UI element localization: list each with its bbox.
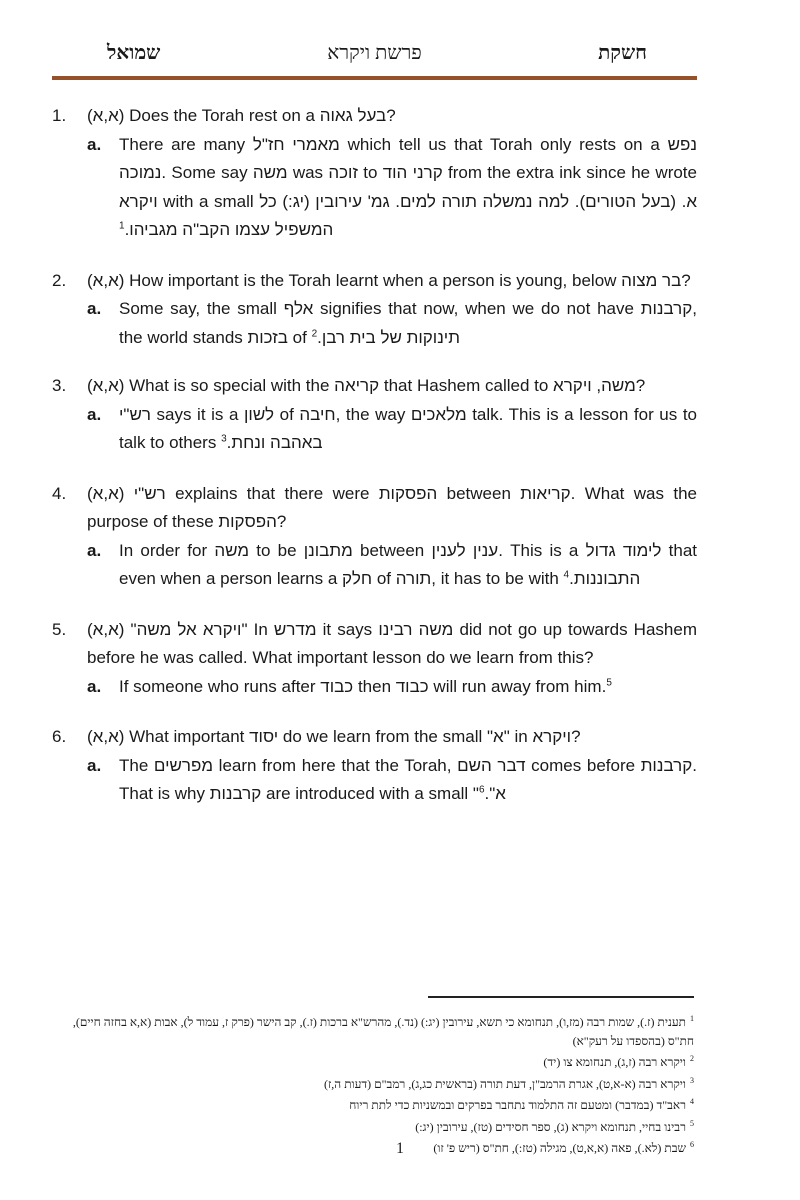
page-number: 1: [396, 1140, 404, 1157]
question-item: [52, 723, 697, 809]
answer-text: רש"י says it is a לשון of חיבה, the way מלאכים talk. This is a lesson for us to talk to others באהבה ונחת.$^3$: [119, 404, 697, 452]
question-text: (א,א) "ויקרא אל משה" In מדרש it says משה רבינו did not go up towards Hashem before he was called. What important lesson do we learn from this?: [87, 619, 697, 667]
answer-text: Some say, the small אלף signifies that now, when we do not have קרבנות, the world stands בזכות of תינוקות של בית רבן.$^2$: [119, 299, 698, 347]
header-rule: [52, 76, 697, 80]
answer-label: a.: [87, 134, 102, 154]
footnote: $^3$ויקרא רבה (א-א,ט), אגרת הרמב"ן, דעת תורה (בראשית כג,ג), רמב"ם (דעות ה,ז): [323, 1075, 694, 1091]
answer-text: There are many מאמרי חז"ל which tell us that Torah only rests on a נפש נמוכה. Some say משה was זוכה to קרני הוד from the extra ink since he wrote ויקרא with a small א. (בעל הטורים). למה נמשלה תורה למים. גמ' עירובין (יג:) כל המשפיל עצמו הקב"ה מגביהו.$^1$: [119, 134, 698, 239]
header-title: חשקת: [598, 42, 647, 64]
page-header: [52, 38, 697, 80]
question-number: 5.: [52, 619, 67, 639]
question-list: [52, 102, 697, 809]
question-number: 2.: [52, 270, 67, 290]
footnote: $^5$רבינו בחיי, תנחומא ויקרא (ג), ספר חסידים (טז), עירובין (יג:): [415, 1118, 694, 1134]
answer-label: a.: [87, 404, 102, 424]
header-author: שמואל: [107, 42, 161, 64]
answer-item: [87, 131, 697, 245]
answer-item: [87, 673, 697, 702]
answer-text: In order for משה to be מתבונן between ענין לענין. This is a לימוד גדול that even when a person learns a חלק of תורה, it has to be with התבוננות.$^4$: [119, 540, 697, 588]
answer-item: [87, 295, 697, 352]
footnote-ref: 5: [606, 676, 612, 688]
footnote-ref: 3: [221, 433, 227, 445]
question-item: [52, 616, 697, 702]
footnote-ref: 4: [563, 569, 570, 581]
answer-text: If someone who runs after כבוד then כבוד will run away from him.$^5$: [119, 676, 612, 696]
answer-label: a.: [87, 299, 102, 318]
answer-label: a.: [87, 676, 102, 696]
footnote: $^6$שבת (לא.), פאה (א,א,ט), מגילה (טז:), חת"ס (ריש פ' זו): [433, 1140, 694, 1155]
question-number: 1.: [52, 106, 67, 125]
answer-item: [87, 537, 697, 594]
question-item: [52, 480, 697, 594]
footnotes: [60, 1010, 694, 1158]
footnote-ref: 2: [311, 327, 318, 339]
question-item: [52, 372, 697, 458]
answer-item: [87, 752, 697, 809]
answer-text: The מפרשים learn from here that the Torah, דבר השם comes before קרבנות. That is why קרבנות are introduced with a small "א".$^6$: [119, 755, 697, 803]
footnote-ref: 6: [478, 784, 485, 796]
question-text: (א,א) רש"י explains that there were הפסקות between קריאות. What was the purpose of these הפסקות?: [87, 483, 697, 531]
footnote: $^4$ראב"ד (במדבר) ומטעם זה התלמוד נתחבר בפרקים ובמשניות כדי לתת ריוח: [349, 1097, 694, 1112]
footnote-rule: [428, 996, 694, 998]
question-text: (א,א) Does the Torah rest on a בעל גאוה?: [87, 106, 396, 125]
question-text: (א,א) What is so special with the קריאה that Hashem called to משה, ויקרא?: [87, 376, 646, 395]
question-text: (א,א) How important is the Torah learnt when a person is young, below בר מצוה?: [87, 270, 691, 290]
header-parsha: פרשת ויקרא: [327, 42, 422, 64]
question-item: [52, 267, 697, 353]
footnote-ref: 1: [119, 220, 125, 232]
question-number: 6.: [52, 727, 67, 746]
question-number: 3.: [52, 376, 67, 395]
footnote: $^1$תענית (ז.), שמות רבה (מז,ו), תנחומא כי תשא, עירובין (יג:) (נד.), מהרש"א ברכות (ז.), קב הישר (פרק ז, עמוד ל), אבות (א,א בחזה חיים), חת"ס (בהספדו על רעק"א): [72, 1014, 694, 1048]
answer-item: [87, 401, 697, 458]
question-item: [52, 102, 697, 245]
question-number: 4.: [52, 483, 67, 503]
answer-label: a.: [87, 540, 102, 560]
answer-label: a.: [87, 755, 102, 775]
question-text: (א,א) What important יסוד do we learn from the small "א" in ויקרא?: [87, 727, 581, 746]
footnote: $^2$ויקרא רבה (ז,ג), תנחומא צו (יד): [543, 1054, 694, 1069]
